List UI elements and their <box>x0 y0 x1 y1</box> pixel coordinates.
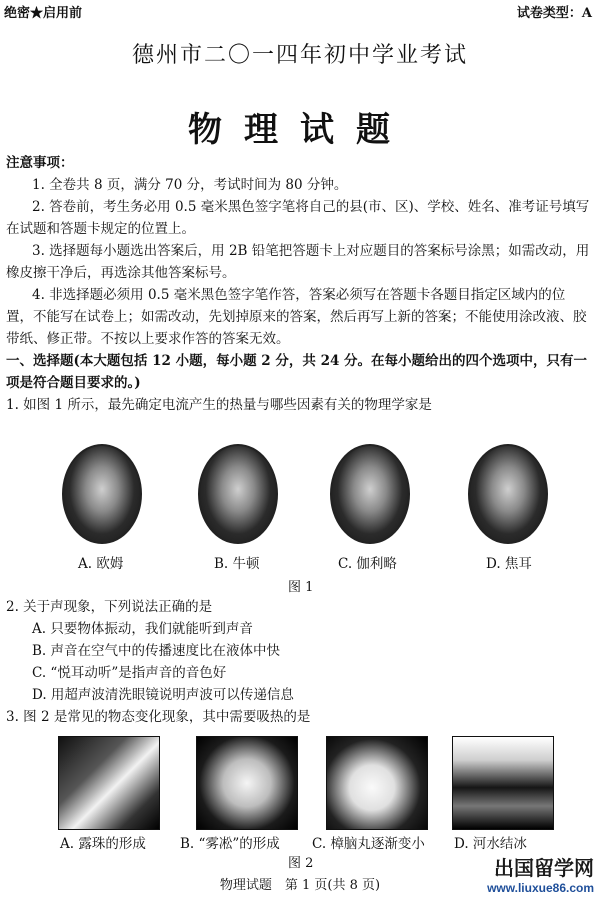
question-2 <box>6 596 592 728</box>
portrait-galileo <box>330 444 410 544</box>
portrait-newton <box>198 444 278 544</box>
q1-option-c: C. 伽利略 <box>338 556 397 572</box>
watermark <box>487 852 594 895</box>
figure-1 <box>0 440 600 570</box>
exam-title: 德州市二〇一四年初中学业考试 <box>131 43 468 68</box>
figure-2-label: 图 2 <box>288 856 314 871</box>
question-2-stem: 2. 关于声现象，下列说法正确的是 <box>6 599 213 615</box>
note-item: 4. 非选择题必须用 0.5 毫米黑色签字笔作答，答案必须写在答题卡各题目指定区域内的位置，不能写在试卷上；如需改动，先划掉原来的答案，然后再写上新的答案；不能使用涂改液、胶带纸、修正带。不按以上要求作答的答案无效。 <box>6 287 587 347</box>
q2-option-b: B. 声音在空气中的传播速度比在液体中快 <box>32 643 281 659</box>
notes-block <box>6 152 592 416</box>
q2-option-d: D. 用超声波清洗眼镜说明声波可以传递信息 <box>32 687 294 703</box>
q1-option-b: B. 牛顿 <box>214 556 260 572</box>
portrait-joule <box>468 444 548 544</box>
q2-option-a: A. 只要物体振动，我们就能听到声音 <box>32 621 253 637</box>
q3-option-c: C. 樟脑丸逐渐变小 <box>312 836 425 852</box>
q3-option-d: D. 河水结冰 <box>454 836 527 852</box>
question-1-stem: 1. 如图 1 所示，最先确定电流产生的热量与哪些因素有关的物理学家是 <box>6 397 432 413</box>
photo-camphor <box>326 736 428 830</box>
notes-heading: 注意事项： <box>6 155 74 171</box>
paper-type: 试卷类型：A <box>516 6 592 21</box>
q3-option-b: B. “雾凇”的形成 <box>180 836 280 852</box>
question-3-stem: 3. 图 2 是常见的物态变化现象，其中需要吸热的是 <box>6 709 311 725</box>
subject-title: 物理试题 <box>188 110 412 150</box>
note-item: 1. 全卷共 8 页，满分 70 分，考试时间为 80 分钟。 <box>32 177 348 193</box>
portrait-ohm <box>62 444 142 544</box>
note-item: 2. 答卷前，考生务必用 0.5 毫米黑色签字笔将自己的县(市、区)、学校、姓名、准考证号填写在试题和答题卡规定的位置上。 <box>6 199 590 237</box>
q2-option-c: C. “悦耳动听”是指声音的音色好 <box>32 665 227 681</box>
page-footer: 物理试题 第 1 页(共 8 页) <box>219 878 381 893</box>
note-item: 3. 选择题每小题选出答案后，用 2B 铅笔把答题卡上对应题目的答案标号涂黑；如需改动，用橡皮擦干净后，再选涂其他答案标号。 <box>6 243 590 281</box>
watermark-name: 出国留学网 <box>494 858 594 880</box>
q1-option-d: D. 焦耳 <box>486 556 532 572</box>
q1-option-a: A. 欧姆 <box>78 556 124 572</box>
photo-rime <box>196 736 298 830</box>
watermark-url: www.liuxue86.com <box>487 881 594 895</box>
section-heading: 一、选择题(本大题包括 12 小题，每小题 2 分，共 24 分。在每小题给出的四个选项中，只有一项是符合题目要求的。) <box>6 353 588 391</box>
photo-dew <box>58 736 160 830</box>
secret-mark: 绝密★启用前 <box>4 6 83 21</box>
photo-ice <box>452 736 554 830</box>
q3-option-a: A. 露珠的形成 <box>60 836 146 852</box>
figure-2 <box>0 730 600 850</box>
figure-1-label: 图 1 <box>288 580 314 595</box>
